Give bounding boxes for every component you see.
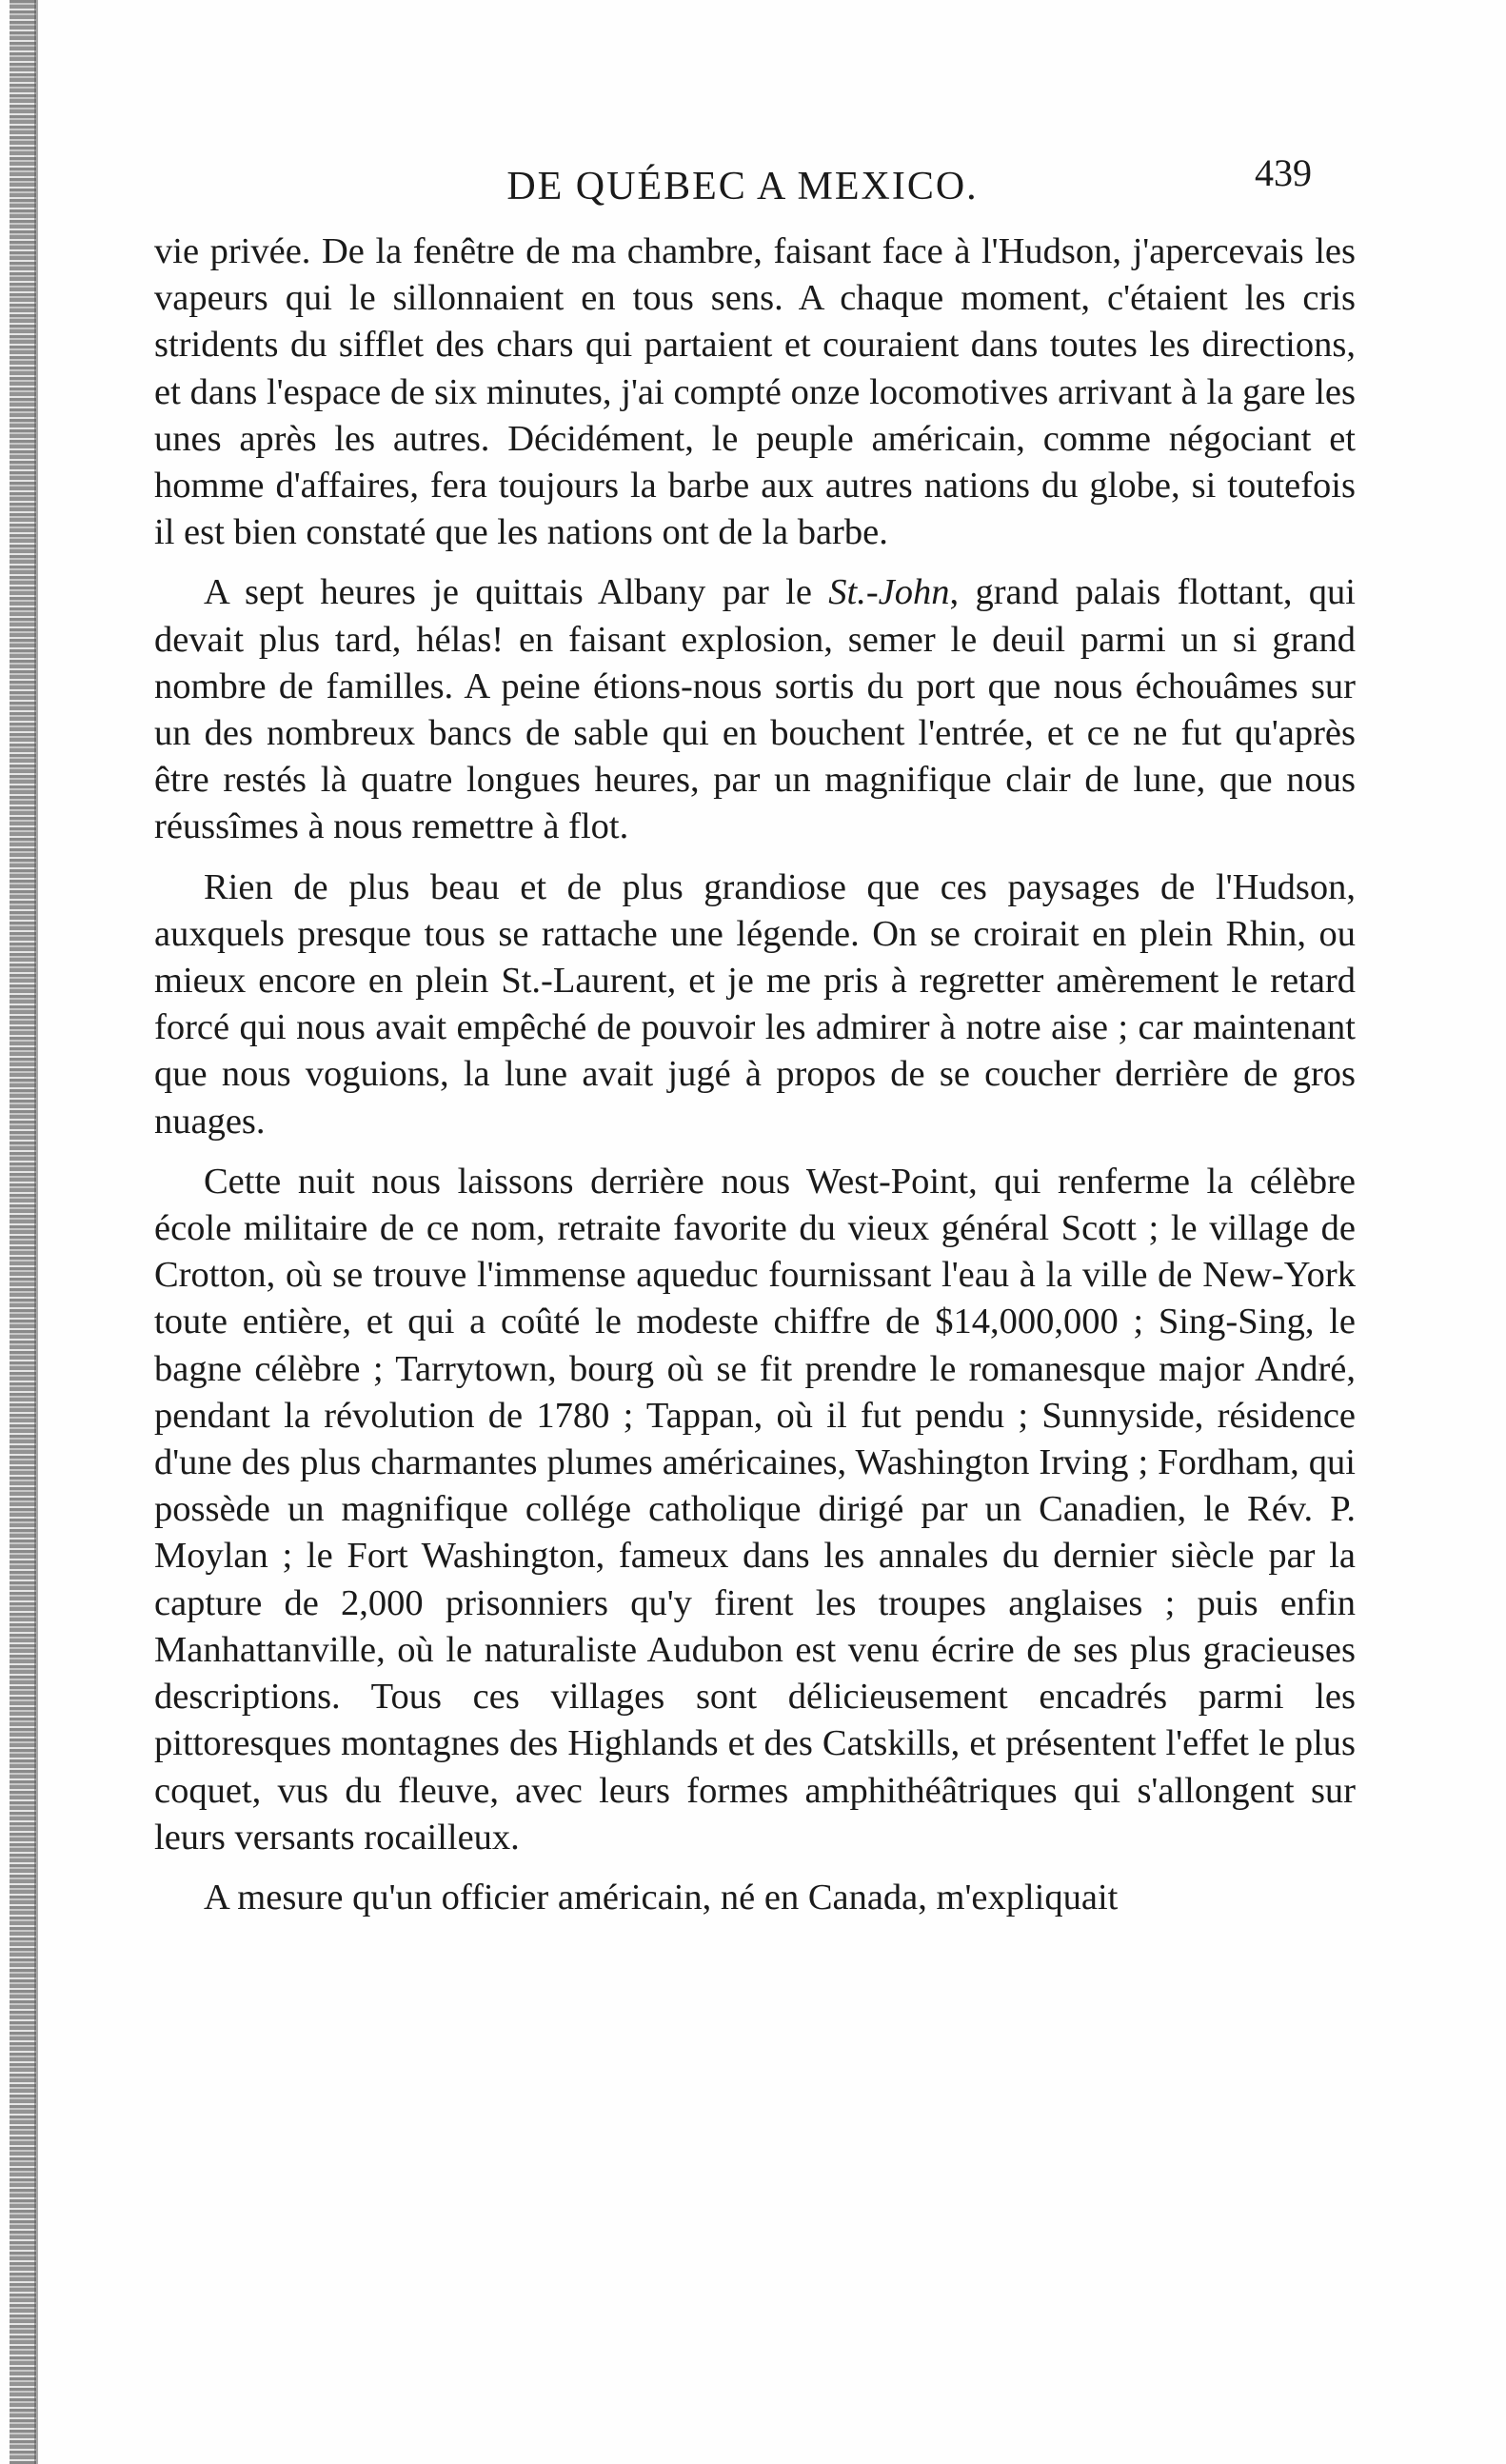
paragraph-5: A mesure qu'un officier américain, né en Canada, m'expliquait	[204, 1877, 1119, 1918]
ship-name: St.-John	[828, 572, 950, 613]
binding-edge-line	[34, 0, 38, 2464]
paragraph-1: vie privée. De la fenêtre de ma chambre, faisant face à l'Hudson, j'apercevais les vapeurs qui le sillonnaient en tous sens. A chaque moment, c'étaient les cris stridents du sifflet des chars qui partaient et couraient dans toutes les directions, et dans l'espace de six minutes, j'ai compté onze locomotives arrivant à la gare les unes après les autres. Décidément, le peuple américain, comme négociant et homme d'affaires, fera toujours la barbe aux autres nations du globe, si toutefois il est bien constaté que les nations ont de la barbe.	[154, 231, 1356, 553]
paragraph-3: Rien de plus beau et de plus grandiose que ces paysages de l'Hudson, auxquels presque tous se rattache une légende. On se croirait en plein Rhin, ou mieux encore en plein St.-Laurent, et je me pris à regretter amèrement le retard forcé qui nous avait empêché de pouvoir les admirer à notre aise ; car maintenant que nous voguions, la lune avait jugé à propos de se coucher derrière de gros nuages.	[154, 866, 1356, 1142]
running-head	[152, 150, 1333, 217]
body-text	[154, 229, 1356, 1921]
paragraph-2-lead: A sept heures je quittais Albany par le	[204, 572, 829, 613]
paragraph-4: Cette nuit nous laissons derrière nous West-Point, qui renferme la célèbre école militaire de ce nom, retraite favorite du vieux général Scott ; le village de Crotton, où se trouve l'immense aqueduc fournissant l'eau à la ville de New-York toute entière, et qui a coûté le modeste chiffre de $14,000,000 ; Sing-Sing, le bagne célèbre ; Tarrytown, bourg où se fit prendre le romanesque major André, pendant la révolution de 1780 ; Tappan, où il fut pendu ; Sunnyside, résidence d'une des plus charmantes plumes américaines, Washington Irving ; Fordham, qui possède un magnifique collége catholique dirigé par un Canadien, le Rév. P. Moylan ; le Fort Washington, fameux dans les annales du dernier siècle par la capture de 2,000 prisonniers qu'y firent les troupes anglaises ; puis enfin Manhattanville, où le naturaliste Audubon est venu écrire de ses plus gracieuses descriptions. Tous ces villages sont délicieusement encadrés parmi les pittoresques montagnes des Highlands et des Catskills, et présentent l'effet le plus coquet, vus du fleuve, avec leurs formes amphithéâtriques qui s'allongent sur leurs versants rocailleux.	[154, 1161, 1356, 1858]
paragraph-2-rest: , grand palais flottant, qui devait plus tard, hélas! en faisant explosion, semer le deuil parmi un si grand nombre de familles. A peine étions-nous sortis du port que nous échouâmes sur un des nombreux bancs de sable qui en bouchent l'entrée, et ce ne fut qu'après être restés là quatre longues heures, par un magnifique clair de lune, que nous réussîmes à nous remettre à flot.	[154, 572, 1356, 847]
page-number: 439	[1255, 151, 1312, 194]
binding-edge	[10, 0, 36, 2464]
paragraph-2	[154, 569, 1356, 850]
running-title: DE QUÉBEC A MEXICO.	[506, 165, 979, 209]
